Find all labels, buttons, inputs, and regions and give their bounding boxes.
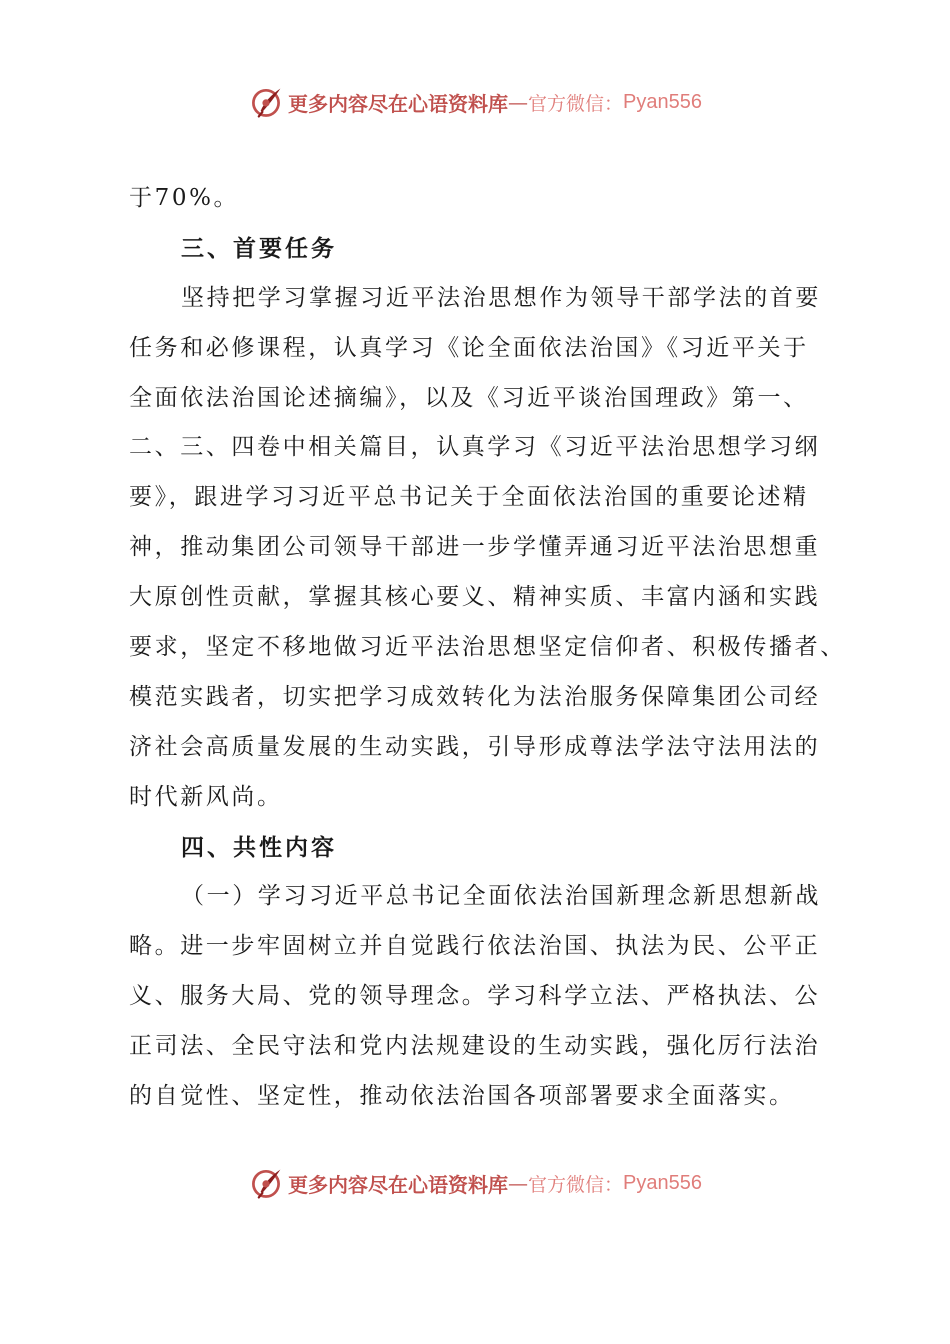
text-line: 大原创性贡献，掌握其核心要义、精神实质、丰富内涵和实践 — [129, 584, 821, 611]
document-body — [129, 174, 846, 1122]
quill-pen-logo-icon — [248, 1165, 284, 1201]
banner-title: 更多内容尽在心语资料库 — [288, 91, 508, 116]
banner-dash: — — [508, 90, 528, 114]
banner-dash: — — [508, 1171, 528, 1195]
text-line: 的自觉性、坚定性，推动依法治国各项部署要求全面落实。 — [129, 1083, 795, 1110]
text-line: 要求，坚定不移地做习近平法治思想坚定信仰者、积极传播者、 — [129, 634, 846, 661]
text-line: 正司法、全民守法和党内法规建设的生动实践，强化厉行法治 — [129, 1033, 821, 1060]
text-line: 坚持把学习掌握习近平法治思想作为领导干部学法的首要 — [181, 284, 821, 311]
text-line: 于70%。 — [129, 185, 240, 211]
text-line: 全面依法治国论述摘编》，以及《习近平谈治国理政》第一、 — [129, 384, 809, 411]
text-line: 要》，跟进学习习近平总书记关于全面依法治国的重要论述精 — [129, 484, 809, 511]
quill-pen-logo-icon — [248, 84, 284, 120]
section-heading: 四、共性内容 — [181, 833, 337, 861]
banner-wechat-label: 官方微信： — [528, 1173, 624, 1196]
text-line: 时代新风尚。 — [129, 783, 283, 810]
section-heading: 三、首要任务 — [181, 234, 337, 262]
text-line: 神，推动集团公司领导干部进一步学懂弄通习近平法治思想重 — [129, 534, 821, 561]
footer-banner — [0, 1163, 950, 1203]
text-line: 模范实践者，切实把学习成效转化为法治服务保障集团公司经 — [129, 683, 821, 710]
banner-wechat-id: Pyan556 — [623, 90, 702, 113]
banner-wechat-label: 官方微信： — [528, 92, 624, 115]
banner-title: 更多内容尽在心语资料库 — [288, 1172, 508, 1197]
text-line: （一）学习习近平总书记全面依法治国新理念新思想新战 — [181, 883, 821, 910]
text-line: 二、三、四卷中相关篇目，认真学习《习近平法治思想学习纲 — [129, 434, 821, 461]
text-line: 略。进一步牢固树立并自觉践行依法治国、执法为民、公平正 — [129, 933, 821, 960]
banner-wechat-id: Pyan556 — [623, 1171, 702, 1194]
text-line: 济社会高质量发展的生动实践，引导形成尊法学法守法用法的 — [129, 733, 821, 760]
text-line: 义、服务大局、党的领导理念。学习科学立法、严格执法、公 — [129, 983, 821, 1010]
header-banner — [0, 82, 950, 122]
text-line: 任务和必修课程，认真学习《论全面依法治国》《习近平关于 — [129, 334, 809, 361]
